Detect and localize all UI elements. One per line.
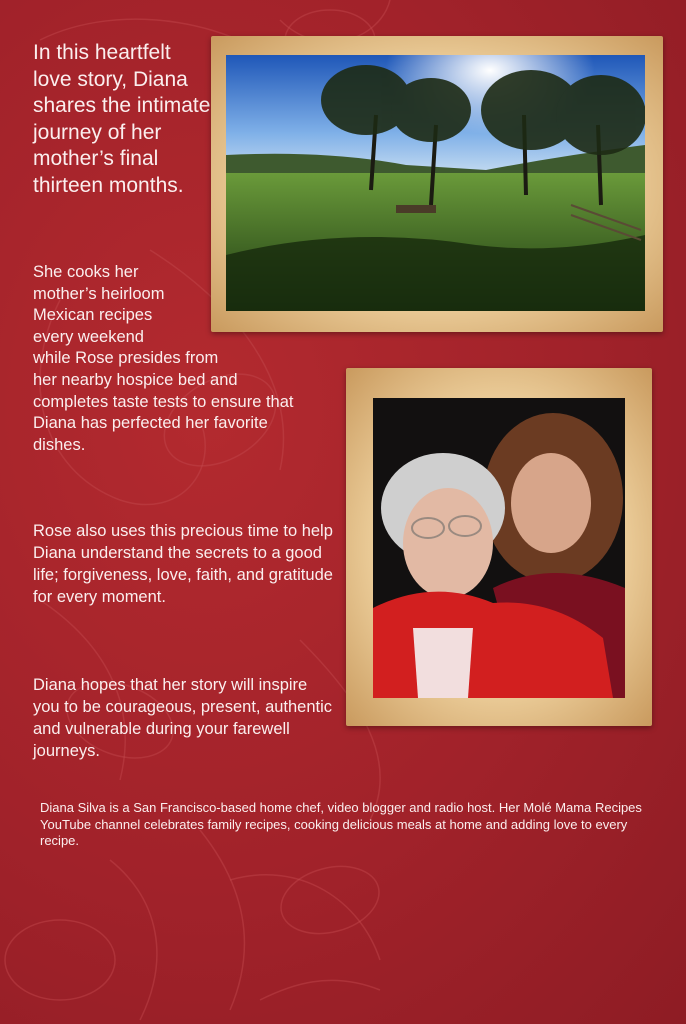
portrait-photo — [373, 398, 625, 698]
paragraph-hopes: Diana hopes that her story will inspire you to be courageous, present, authentic and vulnerable during your farewell journeys. — [33, 676, 333, 760]
intro-text: In this heartfelt love story, Diana shares the intimate journey of her mother’s final thirteen months. — [33, 41, 211, 197]
paragraph-line: every weekend — [33, 327, 144, 346]
paragraph-line: Diana has perfected her favorite — [33, 414, 268, 433]
landscape-photo — [226, 55, 645, 311]
paragraph-line: completes taste tests to ensure that — [33, 392, 294, 411]
landscape-photo-frame — [211, 36, 663, 332]
paragraph-line: her nearby hospice bed and — [33, 370, 238, 389]
paragraph-line: Mexican recipes — [33, 306, 153, 325]
paragraph-secrets: Rose also uses this precious time to help Diana understand the secrets to a good life; forgiveness, love, faith, and gratitude for every moment. — [33, 522, 333, 606]
paragraph-line: mother’s heirloom — [33, 284, 165, 303]
author-bio: Diana Silva is a San Francisco-based home chef, video blogger and radio host. Her Molé Mama Recipes YouTube channel celebrates family recipes, cooking delicious meals at home and adding love to every recipe. — [40, 800, 642, 848]
paragraph-line: while Rose presides from — [33, 349, 219, 368]
paragraph-line: dishes. — [33, 435, 86, 454]
paragraph-line: She cooks her — [33, 263, 139, 281]
portrait-photo-frame — [346, 368, 652, 726]
